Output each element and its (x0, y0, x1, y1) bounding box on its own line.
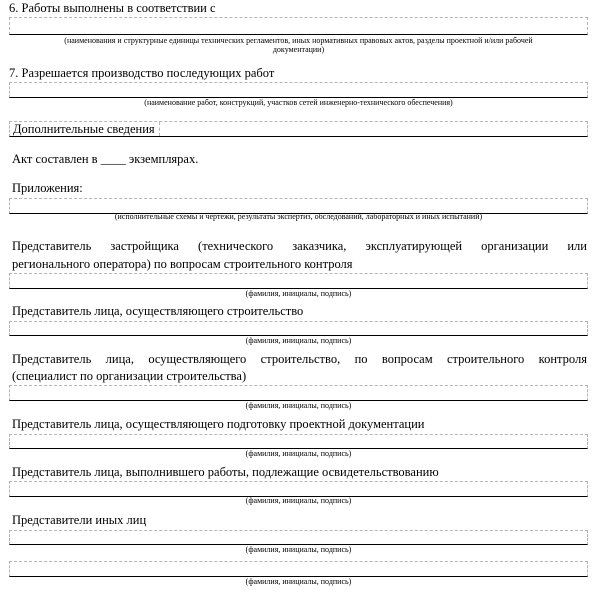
attachments-label: Приложения: (12, 181, 83, 195)
additional-info-field[interactable] (9, 121, 588, 137)
attachments-caption: (исполнительные схемы и чертежи, результаты экспертиз, обследований, лабораторных и иных испытаний) (114, 212, 483, 221)
copies-text: Акт составлен в ____ экземплярах. (12, 152, 199, 166)
rep5-caption: (фамилия, инициалы, подпись) (245, 496, 352, 505)
rep6-signature-field-1[interactable] (9, 530, 588, 545)
section7-field[interactable] (9, 82, 588, 98)
section6-caption-line1: (наименования и структурные единицы технических регламентов, иных нормативных правовых актов, разделы проектной и/или рабочей (64, 36, 533, 45)
rep4-signature-field[interactable] (9, 434, 588, 449)
rep1-caption: (фамилия, инициалы, подпись) (245, 289, 352, 298)
rep3-line2: (специалист по организации строительства) (12, 369, 247, 383)
rep2-caption: (фамилия, инициалы, подпись) (245, 336, 352, 345)
rep6-signature-field-2[interactable] (9, 561, 588, 577)
rep2-signature-field[interactable] (9, 321, 588, 336)
rep3-caption: (фамилия, инициалы, подпись) (245, 401, 352, 410)
section7-caption: (наименование работ, конструкций, участков сетей инженерно-технического обеспечения) (144, 98, 453, 107)
rep3-signature-field[interactable] (9, 385, 588, 401)
rep6-caption-2: (фамилия, инициалы, подпись) (245, 577, 352, 586)
section7-title: 7. Разрешается производство последующих работ (9, 66, 275, 80)
rep5-signature-field[interactable] (9, 481, 588, 497)
rep5-line1: Представитель лица, выполнившего работы, подлежащие освидетельствованию (12, 465, 439, 479)
rep6-line1: Представители иных лиц (12, 513, 147, 527)
section6-title: 6. Работы выполнены в соответствии с (9, 1, 216, 15)
rep1-line2: регионального оператора) по вопросам строительного контроля (12, 257, 353, 271)
rep6-caption-1: (фамилия, инициалы, подпись) (245, 545, 352, 554)
rep3-line1: Представитель лица, осуществляющего строительство, по вопросам строительного контроля (12, 352, 587, 366)
section6-caption-line2: документации) (272, 45, 325, 54)
rep1-line1: Представитель застройщика (технического заказчика, эксплуатирующей организации или (12, 239, 587, 253)
additional-info-label: Дополнительные сведения (11, 122, 160, 136)
section6-field[interactable] (9, 17, 588, 35)
rep4-caption: (фамилия, инициалы, подпись) (245, 449, 352, 458)
rep1-signature-field[interactable] (9, 273, 588, 289)
rep2-line1: Представитель лица, осуществляющего строительство (12, 304, 304, 318)
rep4-line1: Представитель лица, осуществляющего подготовку проектной документации (12, 417, 425, 431)
